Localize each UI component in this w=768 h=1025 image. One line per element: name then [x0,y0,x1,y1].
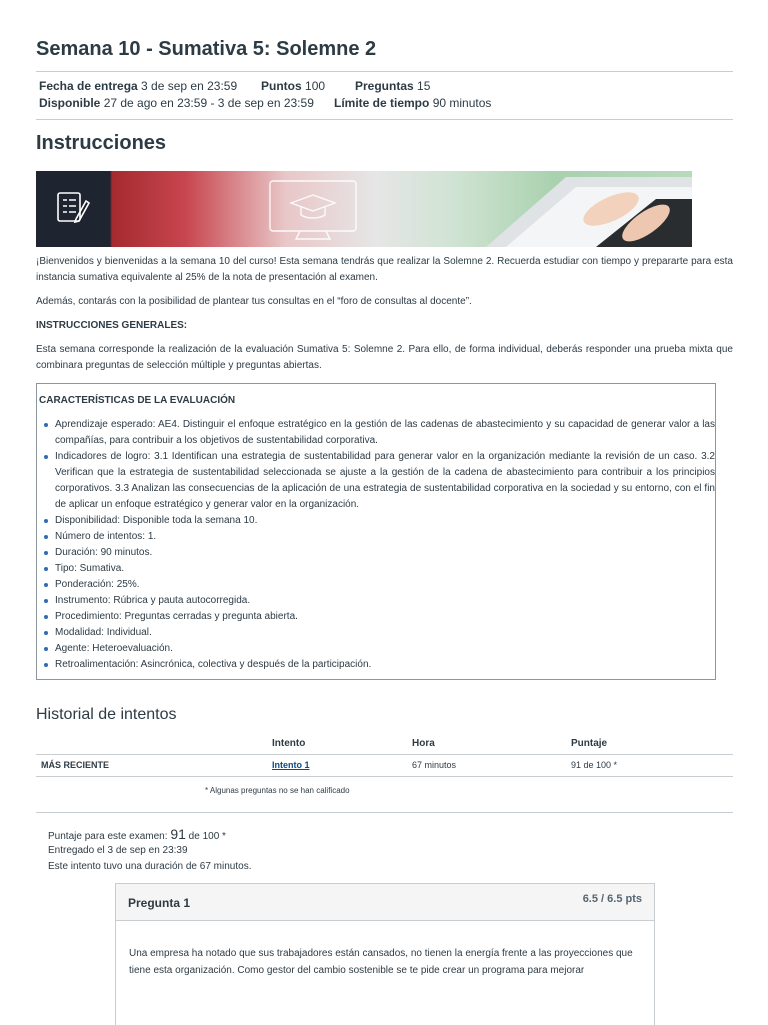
course-banner-image [36,171,692,247]
attempt-1-link[interactable]: Intento 1 [272,760,310,770]
available-meta [39,96,314,110]
instructions-title: Instrucciones [36,132,167,154]
latest-attempt-label: MÁS RECIENTE [41,760,110,770]
list-item: Número de intentos: 1. [55,529,715,545]
attempt-time: 67 minutos [412,760,457,770]
list-item: Instrumento: Rúbrica y pauta autocorregida. [55,593,715,609]
meta-row-1 [39,79,237,93]
list-item: Tipo: Sumativa. [55,561,715,577]
divider [36,812,733,813]
attempt-score: 91 de 100 * [571,760,618,770]
laptop-hands-photo [486,177,692,247]
question-header [116,884,654,921]
monitor-graduation-icon [270,181,356,239]
general-instructions-heading: INSTRUCCIONES GENERALES: [36,320,188,331]
available-label: Disponible [39,96,101,110]
exam-score-line [48,826,226,842]
page-title: Semana 10 - Sumativa 5: Solemne 2 [36,38,377,60]
grading-note: * Algunas preguntas no se han calificado [205,786,350,795]
time-limit-meta [334,96,491,110]
banner-illustration [36,171,692,247]
score-prefix: Puntaje para este examen: [48,831,168,842]
list-item: Indicadores de logro: 3.1 Identifican una estrategia de sustentabilidad para generar valor en la organización mediante la revisión de un caso. 3.2 Verifican que la estrategia de sustentabilidad seleccionada se ajuste a la gestión de la cadena de abastecimiento para contribuir a los principios corporativos. 3.3 Analizan las consecuencias de la aplicación de una estrategia de sustentabilidad corporativa en la sociedad y su entorno, con el fin de aplicar un enfoque estratégico y generar valor en la organización. [55,449,715,513]
time-limit-value: 90 minutos [432,96,492,110]
question-points: 6.5 / 6.5 pts [582,893,642,905]
points-value: 100 [305,79,326,93]
questions-value: 15 [417,79,431,93]
characteristics-box [36,383,716,680]
questions-meta [355,79,430,93]
divider [36,119,733,120]
points-meta [261,79,325,93]
list-item: Aprendizaje esperado: AE4. Distinguir el enfoque estratégico en la gestión de las cadenas de abastecimiento y su capacidad de generar valor a las compañías, para contribuir a los objetivos de sustentabilidad corporativa. [55,417,715,449]
list-item: Modalidad: Individual. [55,625,715,641]
list-item: Duración: 90 minutos. [55,545,715,561]
due-value: 3 de sep en 23:59 [141,79,238,93]
table-divider [36,754,733,755]
question-text: Una empresa ha notado que sus trabajadores están cansados, no tienen la energía frente a las proyecciones que tiene esta organización. Como gestor del cambio sostenible se te pide crear un programa para mejorar [129,948,633,976]
questions-label: Preguntas [355,79,414,93]
list-item: Agente: Heteroevaluación. [55,641,715,657]
characteristics-title: CARACTERÍSTICAS DE LA EVALUACIÓN [39,395,236,406]
column-header: Hora [412,738,435,749]
attempt-history-title: Historial de intentos [36,706,177,723]
instructions-paragraph: Además, contarás con la posibilidad de plantear tus consultas en el “foro de consultas al docente”. [36,296,472,307]
score-suffix: de 100 * [188,831,226,842]
list-item: Retroalimentación: Asincrónica, colectiva y después de la participación. [55,657,715,673]
characteristics-list [55,417,715,673]
points-label: Puntos [261,79,302,93]
divider [36,71,733,72]
due-label: Fecha de entrega [39,79,138,93]
time-limit-label: Límite de tiempo [334,96,430,110]
attempt-duration: Este intento tuvo una duración de 67 minutos. [48,861,252,872]
score-value: 91 [170,826,186,842]
list-item: Disponibilidad: Disponible toda la semana 10. [55,513,715,529]
column-header: Puntaje [571,738,608,749]
table-divider [36,776,733,777]
question-title: Pregunta 1 [128,896,191,910]
submitted-date: Entregado el 3 de sep en 23:39 [48,845,188,856]
column-header: Intento [272,738,306,749]
list-item: Procedimiento: Preguntas cerradas y pregunta abierta. [55,609,715,625]
instructions-paragraph: ¡Bienvenidos y bienvenidas a la semana 10 del curso! Esta semana tendrás que realizar la Solemne 2. Recuerda estudiar con tiempo y prepararte para esta instancia sumativa equivalente al 25% de la nota de presentación al examen. [36,256,733,283]
instructions-paragraph: Esta semana corresponde la realización de la evaluación Sumativa 5: Solemne 2. Para ello, de forma individual, deberás responder una prueba mixta que combinara preguntas de selección múltiple y preguntas abiertas. [36,344,733,371]
question-card [115,883,655,1025]
list-item: Ponderación: 25%. [55,577,715,593]
available-value: 27 de ago en 23:59 - 3 de sep en 23:59 [103,96,314,110]
exam-icon [58,193,89,222]
